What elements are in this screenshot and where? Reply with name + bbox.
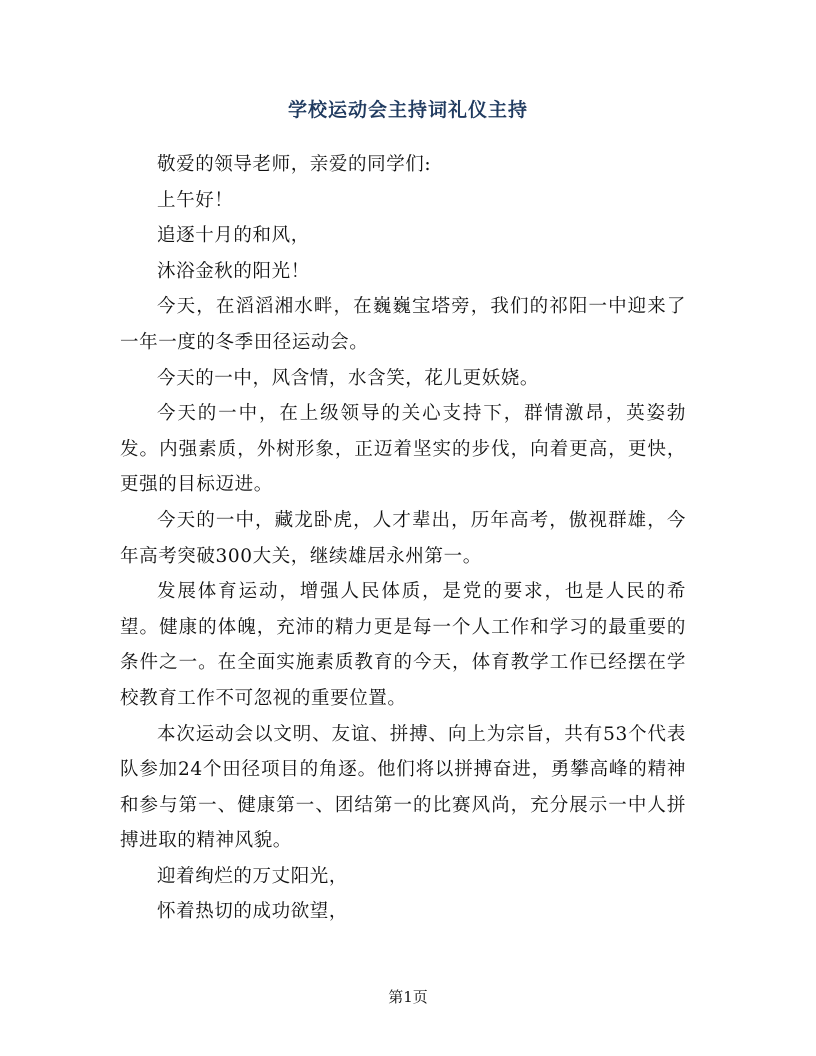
paragraph-wind: 追逐十月的和风， — [157, 225, 310, 247]
paragraph-today-support: 今天的一中，在上级领导的关心支持下，群情激昂，英姿勃发。内强素质，外树形象，正迈着坚实的步伐，向着更高，更快，更强的目标迈进。 — [120, 403, 686, 496]
paragraph-games-purpose: 本次运动会以文明、友谊、拼搏、向上为宗旨，共有53个代表队参加24个田径项目的角逐。他们将以拼搏奋进，勇攀高峰的精神和参与第一、健康第一、团结第一的比赛风尚，充分展示一中人拼搏进取的精神风貌。 — [120, 723, 686, 852]
paragraph-today-intro: 今天，在滔滔湘水畔，在巍巍宝塔旁，我们的祁阳一中迎来了一年一度的冬季田径运动会。 — [120, 296, 686, 353]
page-title: 学校运动会主持词礼仪主持 — [287, 99, 528, 121]
paragraph-sunlight: 迎着绚烂的万丈阳光， — [157, 865, 349, 887]
paragraph-today-talent: 今天的一中，藏龙卧虎，人才辈出，历年高考，傲视群雄，今年高考突破300大关，继续雄居永州第一。 — [120, 509, 686, 567]
paragraph-morning: 上午好！ — [157, 189, 234, 211]
paragraph-sunshine: 沐浴金秋的阳光！ — [157, 260, 310, 282]
document-body — [120, 147, 686, 930]
paragraph-today-flowers: 今天的一中，风含情，水含笑，花儿更妖娆。 — [157, 367, 540, 389]
paragraph-desire: 怀着热切的成功欲望， — [157, 901, 349, 923]
paragraph-sports-development: 发展体育运动，增强人民体质，是党的要求，也是人民的希望。健康的体魄，充沛的精力更是每一个人工作和学习的最重要的条件之一。在全面实施素质教育的今天，体育教学工作已经摆在学校教育工作不可忽视的重要位置。 — [120, 581, 686, 709]
paragraph-greeting: 敬爱的领导老师，亲爱的同学们: — [157, 154, 432, 175]
page-number: 第1页 — [388, 988, 428, 1006]
